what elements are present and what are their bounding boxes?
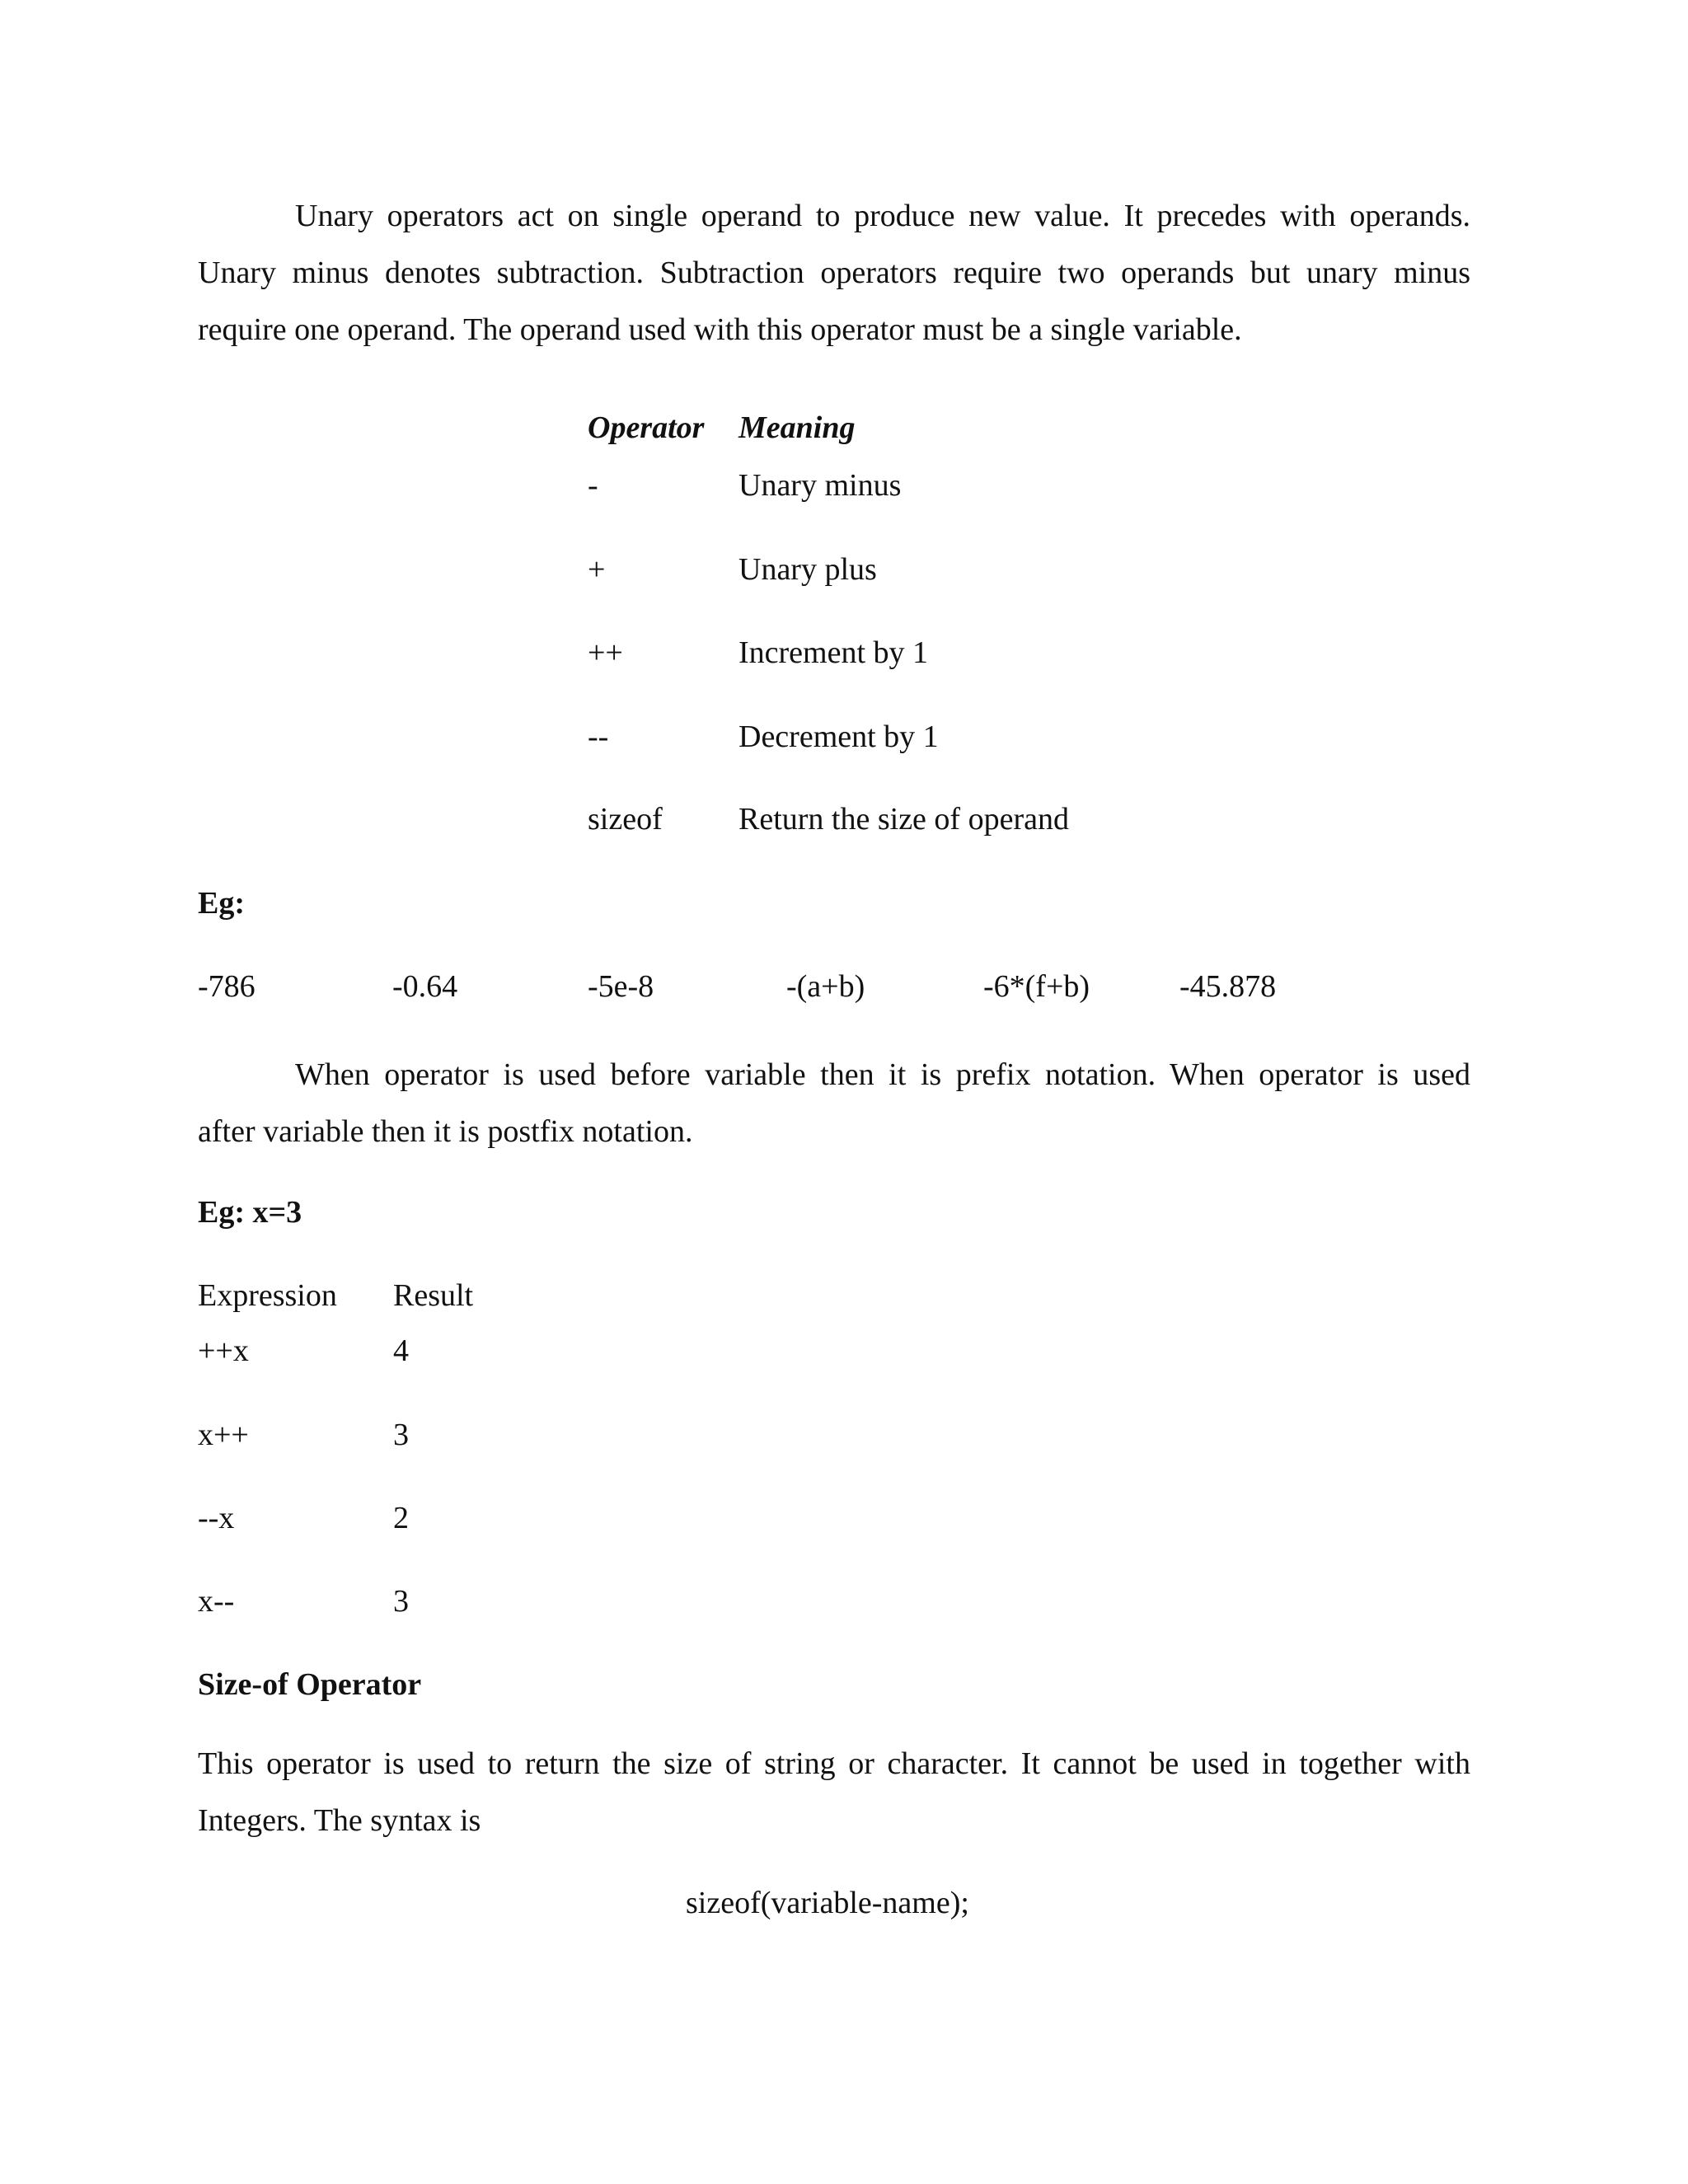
intro-line: require one operand. The operand used with this operator must be a single variable.: [198, 312, 1242, 347]
table-operator-cell: --: [588, 719, 609, 754]
table-operator-cell: sizeof: [588, 802, 663, 837]
example-value: -0.64: [392, 969, 458, 1004]
intro-line: Unary operators act on single operand to produce new value. It precedes with operands.: [295, 199, 1470, 233]
sizeof-line: This operator is used to return the size of string or character. It cannot be used in together with: [198, 1746, 1470, 1781]
sizeof-paragraph: [198, 1736, 1470, 1849]
syntax-line: sizeof(variable-name);: [686, 1886, 969, 1920]
table-meaning-cell: Unary plus: [738, 552, 877, 587]
table-operator-cell: ++: [588, 635, 623, 670]
table-meaning-cell: Return the size of operand: [738, 802, 1069, 837]
table-header-operator: Operator: [588, 410, 705, 445]
intro-line: Unary minus denotes subtraction. Subtraction operators require two operands but unary minus: [198, 255, 1470, 290]
example-label: Eg: x=3: [198, 1195, 302, 1230]
example-value: -6*(f+b): [983, 969, 1090, 1004]
table-meaning-cell: Decrement by 1: [738, 719, 939, 754]
example-value: -(a+b): [786, 969, 865, 1004]
table-header-meaning: Meaning: [738, 410, 856, 445]
table-header-expression: Expression: [198, 1278, 337, 1313]
table-header-result: Result: [393, 1278, 474, 1313]
notation-line: after variable then it is postfix notation.: [198, 1114, 693, 1149]
result-cell: 2: [393, 1501, 409, 1535]
result-cell: 4: [393, 1333, 409, 1368]
expression-cell: x--: [198, 1584, 235, 1619]
notation-paragraph: [198, 1047, 1470, 1160]
notation-line: When operator is used before variable then it is prefix notation. When operator is used: [295, 1057, 1470, 1092]
sizeof-line: Integers. The syntax is: [198, 1803, 481, 1838]
example-value: -786: [198, 969, 256, 1004]
result-cell: 3: [393, 1584, 409, 1619]
example-value: -5e-8: [588, 969, 654, 1004]
table-meaning-cell: Increment by 1: [738, 635, 929, 670]
example-label: Eg:: [198, 886, 245, 921]
table-operator-cell: +: [588, 552, 606, 587]
table-operator-cell: -: [588, 468, 598, 503]
expression-cell: --x: [198, 1501, 235, 1535]
intro-paragraph: [198, 188, 1470, 359]
example-value: -45.878: [1179, 969, 1277, 1004]
expression-cell: ++x: [198, 1333, 249, 1368]
table-meaning-cell: Unary minus: [738, 468, 902, 503]
section-heading: Size-of Operator: [198, 1667, 422, 1702]
expression-cell: x++: [198, 1418, 249, 1452]
result-cell: 3: [393, 1418, 409, 1452]
